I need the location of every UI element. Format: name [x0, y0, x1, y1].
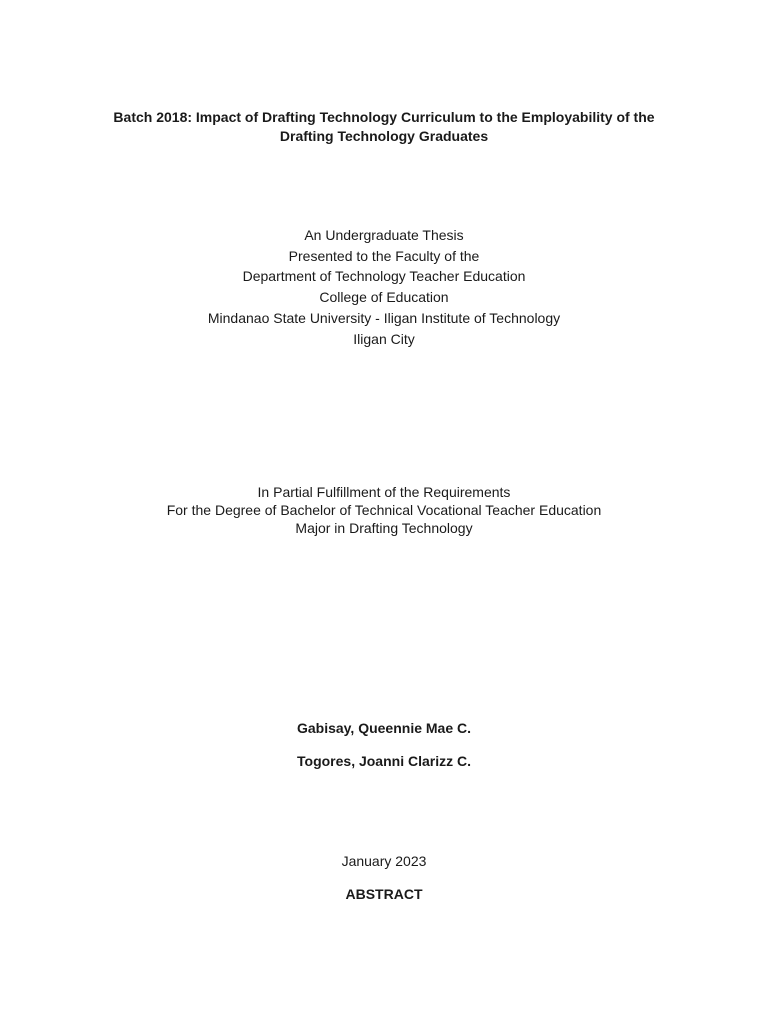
author-2: Togores, Joanni Clarizz C. — [297, 753, 471, 769]
fulfillment-line-1: In Partial Fulfillment of the Requirements — [257, 484, 511, 500]
presentation-line-2: Presented to the Faculty of the — [288, 248, 480, 264]
fulfillment-line-2: For the Degree of Bachelor of Technical Vocational Teacher Education — [166, 502, 602, 518]
thesis-title-line-2: Drafting Technology Graduates — [279, 128, 489, 144]
thesis-date: January 2023 — [341, 853, 427, 869]
fulfillment-line-3: Major in Drafting Technology — [295, 520, 473, 536]
author-1: Gabisay, Queennie Mae C. — [296, 720, 472, 736]
presentation-line-4: College of Education — [319, 289, 449, 305]
presentation-line-3: Department of Technology Teacher Education — [242, 268, 526, 284]
thesis-title-line-1: Batch 2018: Impact of Drafting Technology Curriculum to the Employability of the — [113, 109, 655, 125]
presentation-line-6: Iligan City — [353, 331, 415, 347]
presentation-line-5: Mindanao State University - Iligan Institute of Technology — [207, 310, 561, 326]
abstract-heading: ABSTRACT — [345, 886, 423, 902]
presentation-line-1: An Undergraduate Thesis — [304, 227, 464, 243]
